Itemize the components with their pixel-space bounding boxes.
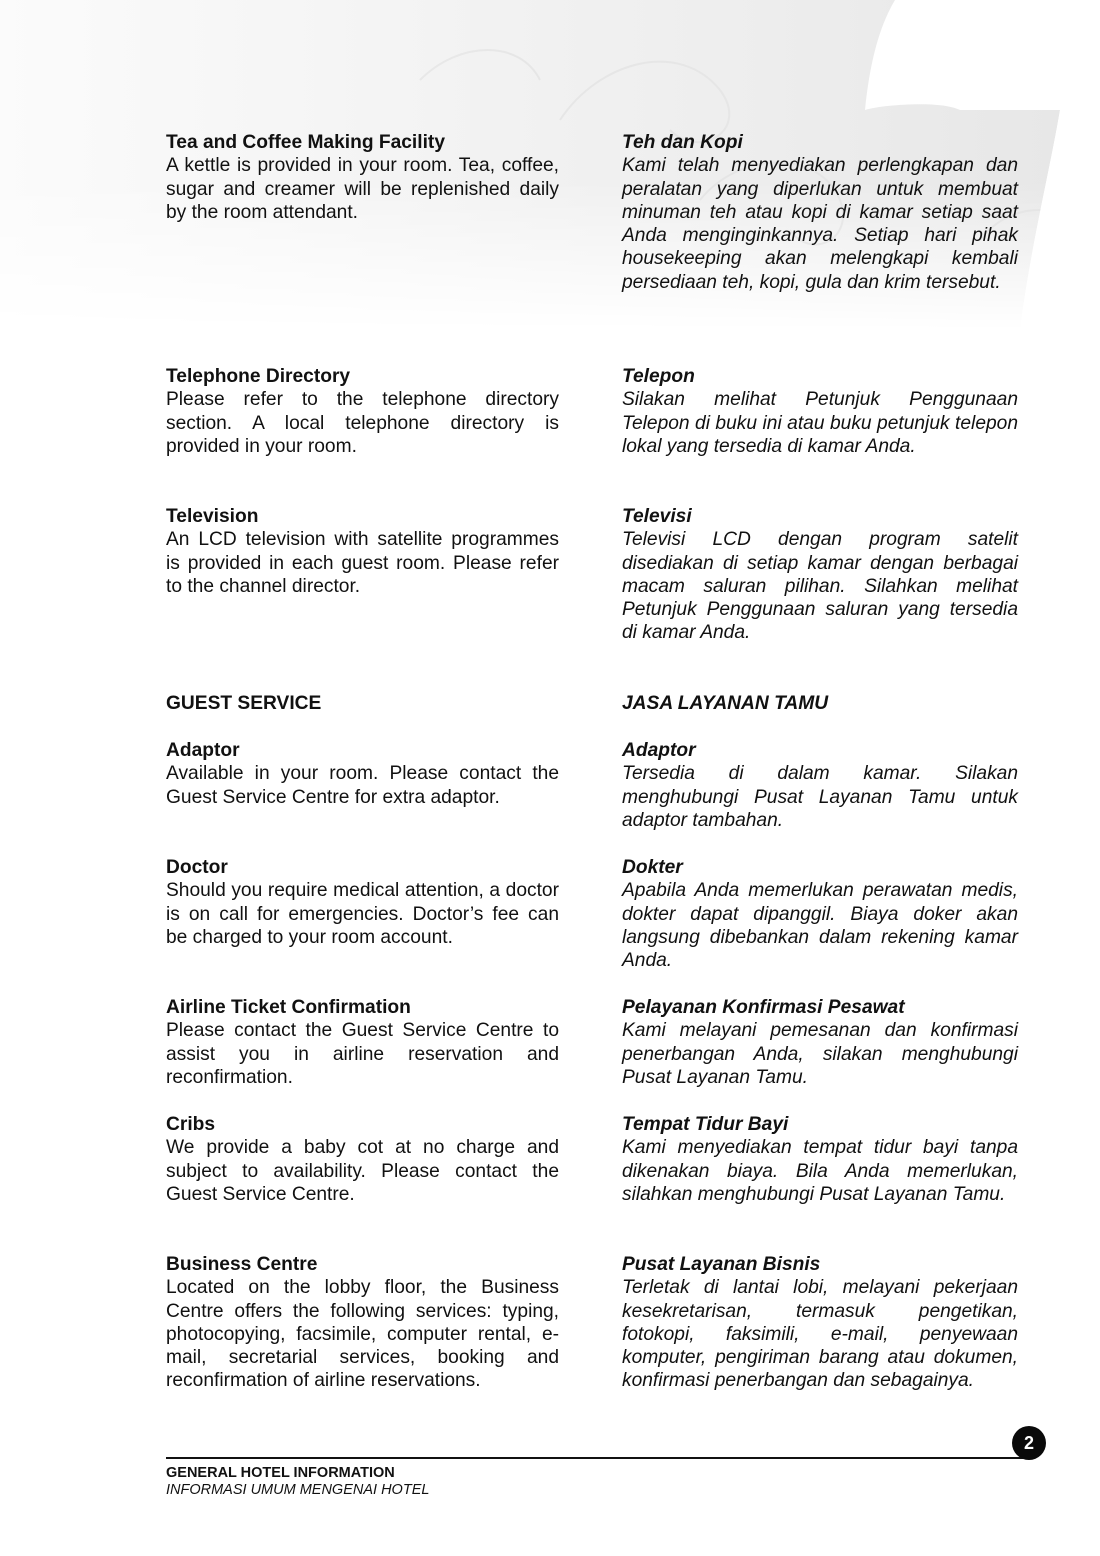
footer-title-en: GENERAL HOTEL INFORMATION — [166, 1465, 395, 1481]
section-title: Doctor — [166, 857, 228, 878]
section-body: Available in your room. Please contact the Guest Service Centre for extra adaptor. — [166, 763, 559, 808]
section-business-id — [622, 1253, 1018, 1393]
section-body: Please refer to the telephone directory section. A local telephone directory is provided in your room. — [166, 389, 559, 457]
section-body: Apabila Anda memerlukan perawatan medis, dokter dapat dipanggil. Biaya doker akan langsung dibebankan dalam rekening kamar Anda. — [622, 880, 1018, 972]
section-television-id — [622, 505, 1018, 645]
section-doctor-id — [622, 856, 1018, 972]
section-body: A kettle is provided in your room. Tea, coffee, sugar and creamer will be replenished daily by the room attendant. — [166, 155, 559, 223]
footer-title-id: INFORMASI UMUM MENGENAI HOTEL — [166, 1482, 430, 1498]
section-body: Silakan melihat Petunjuk Penggunaan Telepon di buku ini atau buku petunjuk telepon lokal yang tersedia di kamar Anda. — [622, 389, 1018, 457]
section-body: Tersedia di dalam kamar. Silakan menghubungi Pusat Layanan Tamu untuk adaptor tambahan. — [622, 763, 1018, 831]
section-body: Located on the lobby floor, the Business Centre offers the following services: typing, photocopying, facsimile, computer rental, e-mail, secretarial services, booking and reconfirmation of airline reservations. — [166, 1277, 559, 1392]
footer-divider — [166, 1457, 1028, 1459]
section-body: Televisi LCD dengan program satelit disediakan di setiap kamar dengan berbagai macam saluran pilihan. Silahkan melihat Petunjuk Penggunaan saluran yang tersedia di kamar Anda. — [622, 529, 1018, 644]
section-tea-en — [166, 131, 559, 224]
section-heading: GUEST SERVICE — [166, 693, 322, 714]
section-body: Kami melayani pemesanan dan konfirmasi penerbangan Anda, silakan menghubungi Pusat Layanan Tamu. — [622, 1020, 1018, 1088]
section-body: We provide a baby cot at no charge and subject to availability. Please contact the Guest Service Centre. — [166, 1137, 559, 1205]
section-business-en — [166, 1253, 559, 1393]
section-title: Telepon — [622, 366, 695, 387]
section-telephone-id — [622, 365, 1018, 458]
section-airline-id — [622, 996, 1018, 1089]
section-title: Dokter — [622, 857, 683, 878]
section-body: Kami menyediakan tempat tidur bayi tanpa dikenakan biaya. Bila Anda memerlukan, silahkan menghubungi Pusat Layanan Tamu. — [622, 1137, 1018, 1205]
section-telephone-en — [166, 365, 559, 458]
section-adaptor-id — [622, 739, 1018, 832]
section-television-en — [166, 505, 559, 598]
guest-service-heading-en — [166, 692, 559, 715]
section-body: Should you require medical attention, a doctor is on call for emergencies. Doctor’s fee can be charged to your room account. — [166, 880, 559, 948]
section-title: Adaptor — [622, 740, 696, 761]
section-title: Pusat Layanan Bisnis — [622, 1254, 821, 1275]
section-cribs-en — [166, 1113, 559, 1206]
section-title: Televisi — [622, 506, 692, 527]
section-title: Tea and Coffee Making Facility — [166, 132, 445, 153]
section-heading: JASA LAYANAN TAMU — [622, 693, 829, 714]
section-body: Kami telah menyediakan perlengkapan dan peralatan yang diperlukan untuk membuat minuman teh atau kopi di kamar setiap saat Anda menginginkannya. Setiap hari pihak housekeeping akan melengkapi kembali persediaan teh, kopi, gula dan krim tersebut. — [622, 155, 1018, 293]
section-airline-en — [166, 996, 559, 1089]
section-title: Television — [166, 506, 259, 527]
section-body: Please contact the Guest Service Centre to assist you in airline reservation and reconfirmation. — [166, 1020, 559, 1088]
section-title: Airline Ticket Confirmation — [166, 997, 411, 1018]
section-body: An LCD television with satellite programmes is provided in each guest room. Please refer to the channel director. — [166, 529, 559, 597]
section-cribs-id — [622, 1113, 1018, 1206]
guest-service-heading-id — [622, 692, 1018, 715]
section-adaptor-en — [166, 739, 559, 809]
section-title: Tempat Tidur Bayi — [622, 1114, 789, 1135]
section-title: Telephone Directory — [166, 366, 351, 387]
section-title: Pelayanan Konfirmasi Pesawat — [622, 997, 905, 1018]
section-body: Terletak di lantai lobi, melayani pekerjaan kesekretarisan, termasuk pengetikan, fotokopi, faksimili, e-mail, penyewaan komputer, pengiriman barang atau dokumen, konfirmasi penerbangan dan sebagainya. — [622, 1277, 1018, 1392]
section-tea-id — [622, 131, 1018, 294]
section-title: Business Centre — [166, 1254, 318, 1275]
section-title: Teh dan Kopi — [622, 132, 743, 153]
section-title: Cribs — [166, 1114, 216, 1135]
section-doctor-en — [166, 856, 559, 949]
section-title: Adaptor — [166, 740, 240, 761]
page-number-badge: 2 — [1012, 1426, 1046, 1460]
